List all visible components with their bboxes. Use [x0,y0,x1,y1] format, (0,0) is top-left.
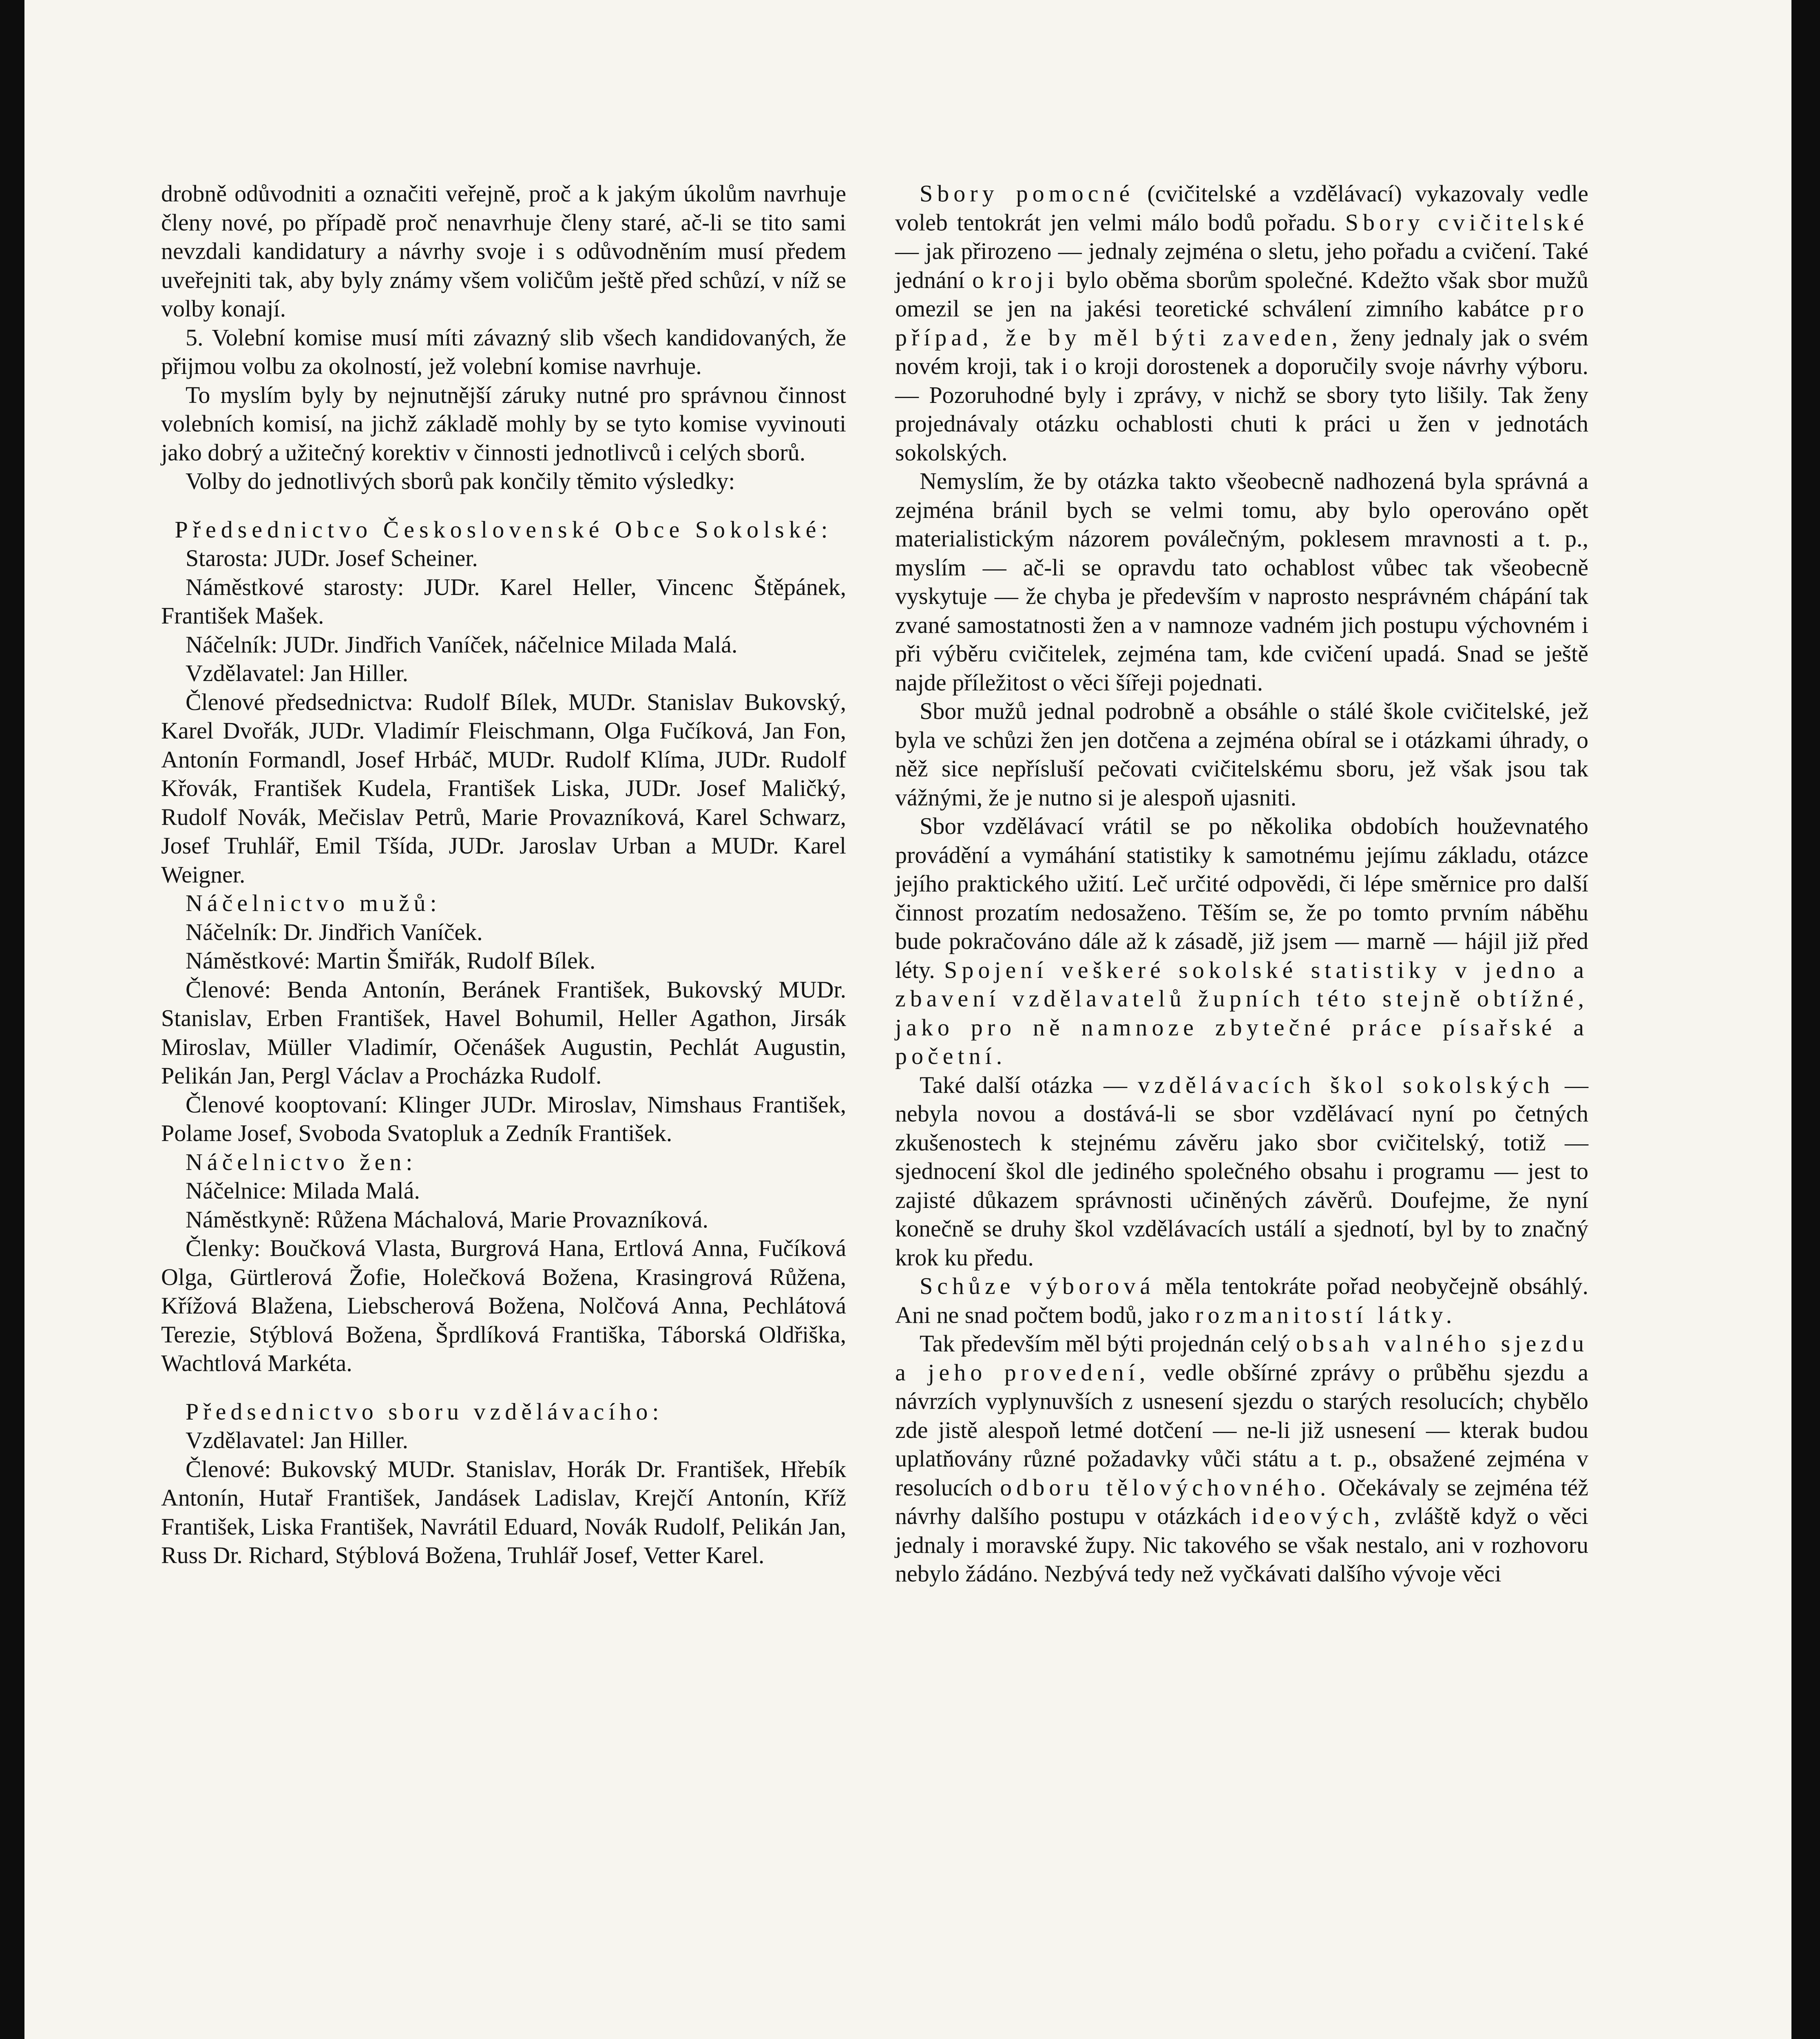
text-run: zvláště když o věci jednaly i moravské župy. Nic takového se však nestalo, ani v rozhovoru nebylo žádáno. Nezbývá tedy než vyčkávati dalšího vývoje věci [895,1503,1588,1587]
left-paragraph-4: Volby do jednotlivých sborů pak končily těmito výsledky: [186,468,735,494]
spaced-text: ideových, [1251,1503,1384,1529]
spaced-text: pro případ, že by měl býti zaveden, [895,295,1588,351]
text-run: Také další otázka — [920,1071,1138,1098]
presidium-vzdelavatel: Vzdělavatel: Jan Hiller. [186,660,408,686]
spaced-text: Sbory pomocné [920,180,1134,207]
section-heading-education-board: Předsednictvo sboru vzdělávacího: [186,1398,663,1425]
text-run: Očekávaly se zejména též návrhy dalšího postupu v otázkách [895,1474,1589,1529]
men-kooptovani: Členové kooptovaní: Klinger JUDr. Miroslav, Nimshaus František, Polame Josef, Svoboda Svatopluk a Zedník František. [161,1091,846,1146]
presidium-namestkove: Náměstkové starosty: JUDr. Karel Heller, Vincenc Štěpánek, František Mašek. [161,573,846,629]
spaced-text: odboru tělovýchovného. [1000,1474,1331,1501]
section-heading-women: Náčelnictvo žen: [186,1148,417,1175]
men-namestkove: Náměstkové: Martin Šmiřák, Rudolf Bílek. [186,947,596,974]
section-heading-presidium: Předsednictvo Československé Obce Sokolské: [175,516,833,543]
spaced-text: obsah valného sjezdu a jeho provedení, [895,1330,1588,1386]
right-column [895,179,1588,1588]
left-column [161,179,846,1570]
women-clenky: Členky: Boučková Vlasta, Burgrová Hana, Ertlová Anna, Fučíková Olga, Gürtlerová Žofie, Holečková Božena, Krasingrová Růžena, Křížová Blažena, Liebscherová Božena, Nolčová Anna, Pechlátová Terezie, Stýblová Božena, Šprdlíková Františka, Táborská Oldřiška, Wachtlová Markéta. [161,1235,846,1376]
left-paragraph-2: 5. Volební komise musí míti závazný slib všech kandidovaných, že přijmou volbu za okolností, jež volební komise navrhuje. [161,324,846,379]
section-heading-men: Náčelnictvo mužů: [186,890,441,916]
text-run: — nebyla novou a dostává-li se sbor vzdělávací nyní po četných zkušenostech k stejnému závěru jako sbor cvičitelský, totiž — sjednocení škol dle jediného společného obsahu i programu — jest to zajisté důkazem správnosti učiněných závěrů. Doufejme, že nyní konečně se druhy škol vzdělávacích ustálí a sjednotí, byl by to značný krok ku předu. [895,1071,1588,1271]
right-paragraph-3: Sbor mužů jednal podrobně a obsáhle o stálé škole cvičitelské, jež byla ve schůzi žen jen dotčena a zejména obíral se i otázkami úhrady, o něž sice nepřísluší pečovati cvičitelskému sboru, jež však jsou tak vážnými, že je nutno si je alespoň ujasniti. [895,698,1588,811]
text-run: — jak přirozeno — jednaly zejména o sletu, jeho pořadu a cvičení. Také jednání o [895,238,1588,293]
text-run: měla tentokráte pořad neobyčejně obsáhlý. Ani ne snad počtem bodů, jako [895,1273,1588,1328]
right-paragraph-7 [895,1329,1588,1588]
education-vzdelavatel: Vzdělavatel: Jan Hiller. [186,1427,408,1453]
left-paragraph-3: To myslím byly by nejnutnější záruky nutné pro správnou činnost volebních komisí, na jichž základě mohly by se tyto komise vyvinouti jako dobrý a užitečný korektiv v činnosti jednotlivců i celých sborů. [161,381,846,466]
presidium-starosta: Starosta: JUDr. Josef Scheiner. [186,545,478,571]
spaced-text: Sbory cvičitelské [1345,209,1588,236]
text-run: Sbor vzdělávací vrátil se po několika obdobích houževnatého provádění a vymáhání statistiky k samotnému jejímu základu, otázce jejího praktického užití. Leč určité odpovědi, či lépe směrnice pro další činnost prozatím nedosaženo. Těším se, že po tomto prvním náběhu bude pokračováno dále až k zásadě, již jsem — marně — hájil již před léty. [895,813,1588,983]
text-run: bylo oběma sborům společné. Kdežto však sbor mužů omezil se jen na jakési teoretické schválení zimního kabátce [895,266,1588,322]
scan-border-left [0,0,24,2039]
left-paragraph-1: drobně odůvodniti a označiti veřejně, proč a k jakým úkolům navrhuje členy nové, po případě proč nenavrhuje členy staré, ač-li se tito sami nevzdali kandidatury a návrhy svoje i s odůvodněním musí předem uveřejniti tak, aby byly známy všem voličům ještě před schůzí, v níž se volby konají. [161,180,846,322]
women-namestkyne: Náměstkyně: Růžena Máchalová, Marie Provazníková. [186,1206,709,1233]
presidium-nacelnik: Náčelník: JUDr. Jindřich Vaníček, náčelnice Milada Malá. [186,631,738,658]
spaced-text: Spojení veškeré sokolské statistiky v jedno a zbavení vzdělavatelů župních této stejně obtížné, jako pro ně namnoze zbytečné práce písařské a početní. [895,956,1588,1069]
text-run: Tak především měl býti projednán celý [920,1330,1296,1357]
right-paragraph-1 [895,179,1588,467]
spaced-text: vzdělávacích škol sokolských [1138,1071,1554,1098]
text-run: (cvičitelské a vzdělávací) vykazovaly vedle voleb tentokrát jen velmi málo bodů pořadu. [895,180,1588,236]
spaced-text: Schůze výborová [920,1273,1155,1299]
men-clenove: Členové: Benda Antonín, Beránek František, Bukovský MUDr. Stanislav, Erben František, Havel Bohumil, Heller Agathon, Jirsák Miroslav, Müller Vladimír, Očenášek Augustin, Pechlát Augustin, Pelikán Jan, Pergl Václav a Procházka Rudolf. [161,976,846,1089]
right-paragraph-2: Nemyslím, že by otázka takto všeobecně nadhozená byla správná a zejména bránil bych se velmi tomu, aby bylo operováno opět materialistickým názorem poválečným, poklesem mravnosti a t. p., myslím — ač-li se opravdu tato ochablost vůbec tak všeobecně vyskytuje — že chyba je především v naprosto nesprávném chápání tak zvané samostatnosti žen a v namnoze vadném jich postupu výchovném i při výběru cvičitelek, zejména tam, kde cvičení upadá. Snad se ještě najde příležitost o věci šířeji pojednati. [895,468,1588,696]
presidium-clenove: Členové předsednictva: Rudolf Bílek, MUDr. Stanislav Bukovský, Karel Dvořák, JUDr. Vladimír Fleischmann, Olga Fučíková, Jan Fon, Antonín Formandl, Josef Hrbáč, MUDr. Rudolf Klíma, JUDr. Rudolf Křovák, František Kudela, František Liska, JUDr. Josef Maličký, Rudolf Novák, Mečislav Petrů, Marie Provazníková, Karel Schwarz, Josef Truhlář, Emil Tšída, JUDr. Jaroslav Urban a MUDr. Karel Weigner. [161,688,846,888]
education-clenove: Členové: Bukovský MUDr. Stanislav, Horák Dr. František, Hřebík Antonín, Hutař František, Jandásek Ladislav, Krejčí Antonín, Kříž František, Liska František, Navrátil Eduard, Novák Rudolf, Pelikán Jan, Russ Dr. Richard, Stýblová Božena, Truhlář Josef, Vetter Karel. [161,1455,846,1568]
women-nacelnice: Náčelnice: Milada Malá. [186,1177,420,1204]
right-paragraph-4 [895,812,1588,1071]
scan-border-right [1791,0,1820,2039]
text-run: vedle obšírné zprávy o průběhu sjezdu a návrzích vyplynuvších z usnesení sjezdu o starých resolucích; chybělo zde jistě alespoň letmé dotčení — ne-li již usnesení — kterak budou uplatňovány různé požadavky vůči státu a t. p., obsažené zejména v resolucích [895,1359,1589,1501]
right-paragraph-5 [895,1071,1588,1272]
men-nacelnik: Náčelník: Dr. Jindřich Vaníček. [186,918,483,945]
spaced-text: rozmanitostí látky. [1195,1301,1457,1328]
text-run: ženy jednaly jak o svém novém kroji, tak i o kroji dorostenek a doporučily svoje návrhy výboru. — Pozoruhodné byly i zprávy, v nichž se sbory tyto lišily. Tak ženy projednávaly otázku ochablosti chuti k práci u žen v jednotách sokolských. [895,324,1588,466]
spaced-text: kroji [991,266,1059,293]
right-paragraph-6 [895,1272,1588,1329]
